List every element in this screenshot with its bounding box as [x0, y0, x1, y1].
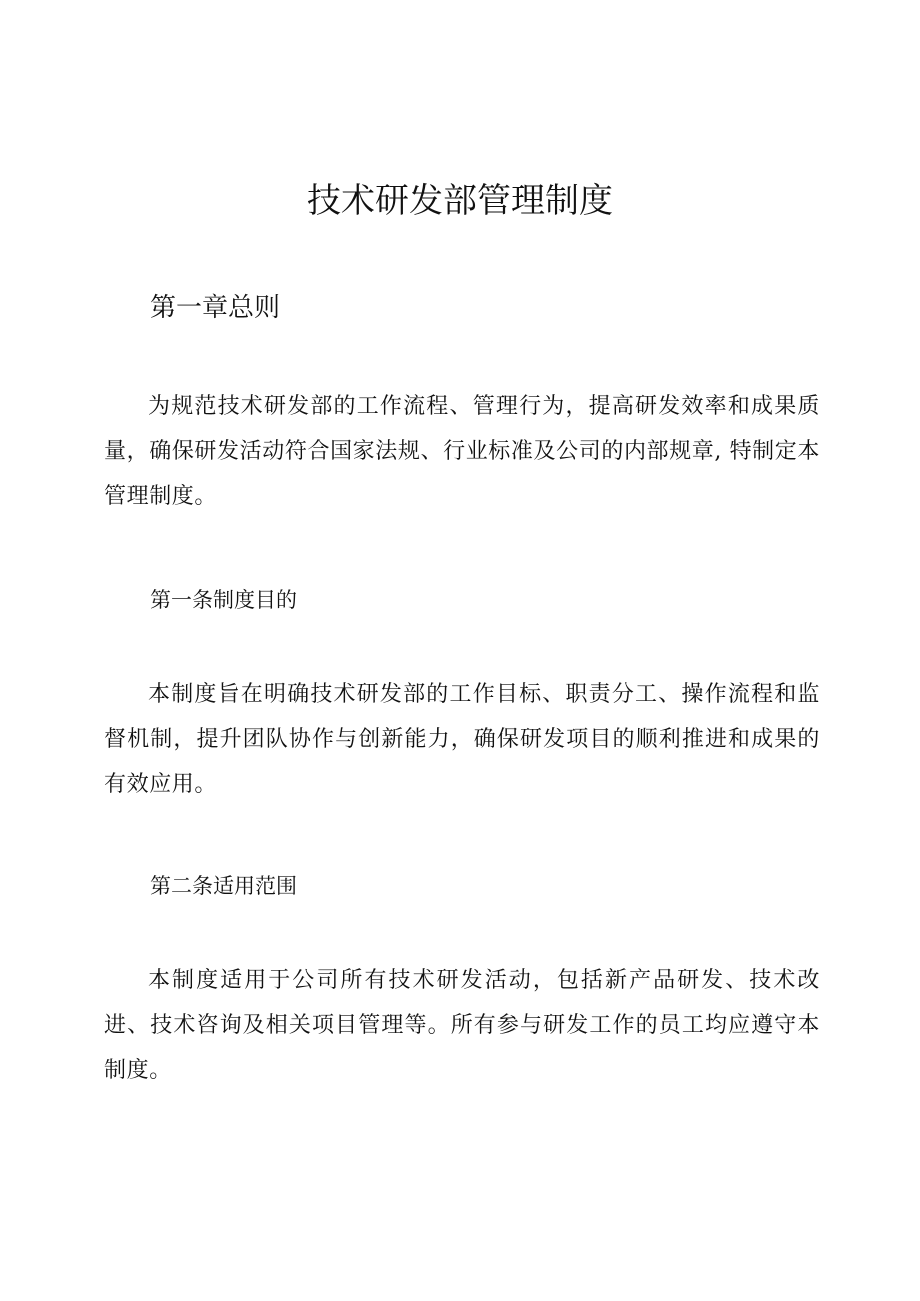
chapter-heading: 第一章总则: [150, 293, 281, 323]
chapter-intro-paragraph: 为规范技术研发部的工作流程、管理行为，提高研发效率和成果质量，确保研发活动符合国家法规、行业标准及公司的内部规章, 特制定本管理制度。: [104, 394, 820, 509]
article-heading-scope: 第二条适用范围: [150, 874, 297, 898]
article-paragraph-purpose: 本制度旨在明确技术研发部的工作目标、职责分工、操作流程和监督机制，提升团队协作与创新能力，确保研发项目的顺利推进和成果的有效应用。: [104, 682, 820, 797]
article-paragraph-scope: 本制度适用于公司所有技术研发活动，包括新产品研发、技术改进、技术咨询及相关项目管理等。所有参与研发工作的员工均应遵守本制度。: [104, 968, 820, 1083]
article-heading-purpose: 第一条制度目的: [150, 588, 297, 612]
document-title: 技术研发部管理制度: [307, 181, 613, 221]
